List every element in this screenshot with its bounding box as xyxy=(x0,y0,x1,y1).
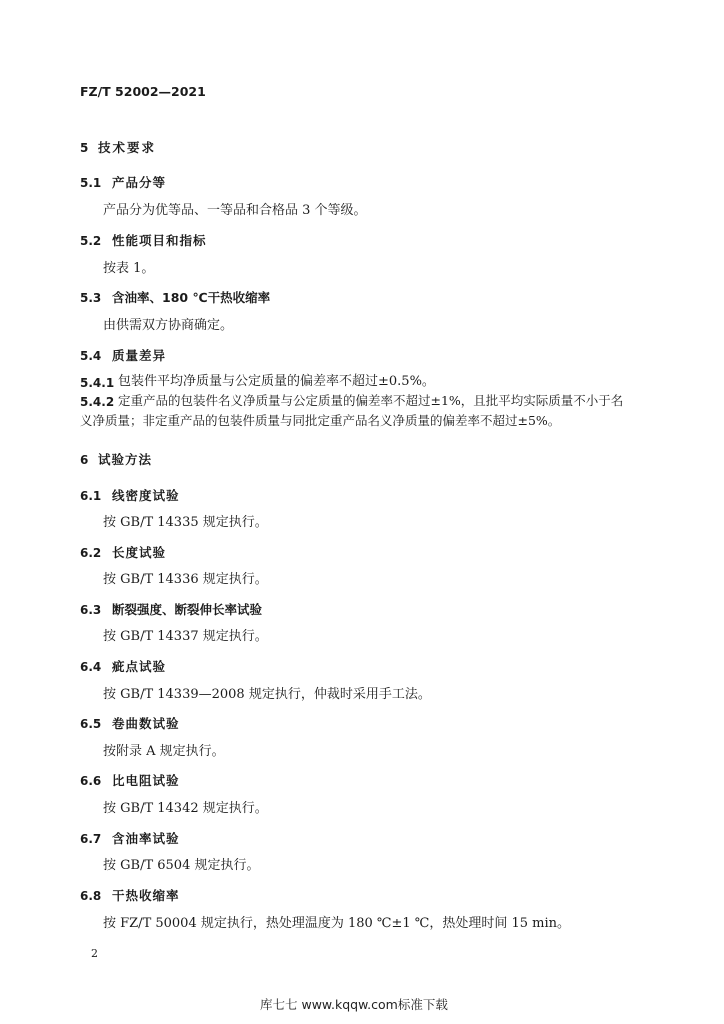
section-title: 性能项目和指标 xyxy=(112,233,207,248)
section-body: 按 GB/T 6504 规定执行。 xyxy=(103,858,260,873)
section-title: 疵点试验 xyxy=(112,659,167,674)
section-number: 5 xyxy=(80,141,89,155)
section-body: 按 FZ/T 50004 规定执行，热处理温度为 180 ℃±1 ℃，热处理时间 15 min。 xyxy=(103,916,570,931)
section-body: 按 GB/T 14336 规定执行。 xyxy=(103,572,268,587)
section-body-line: 义净质量；非定重产品的包装件质量与同批定重产品名义净质量的偏差率不超过±5%。 xyxy=(80,413,561,428)
page-number: 2 xyxy=(91,947,98,960)
section-number: 5.3 xyxy=(80,291,102,305)
section-number: 5.4.1 xyxy=(80,376,115,390)
section-number: 6.1 xyxy=(80,489,102,503)
section-title: 比电阻试验 xyxy=(112,773,180,788)
section-body: 按 GB/T 14335 规定执行。 xyxy=(103,515,268,530)
section-title: 含油率试验 xyxy=(112,831,180,846)
section-body: 按 GB/T 14342 规定执行。 xyxy=(103,801,268,816)
section-number: 6.2 xyxy=(80,546,102,560)
section-number: 5.4 xyxy=(80,349,102,363)
section-number: 6.6 xyxy=(80,774,102,788)
section-title: 断裂强度、断裂伸长率试验 xyxy=(112,602,263,617)
section-body: 按 GB/T 14339—2008 规定执行，仲裁时采用手工法。 xyxy=(103,687,431,702)
section-body-line: 定重产品的包装件名义净质量与公定质量的偏差率不超过±1%，且批平均实际质量不小于名 xyxy=(118,393,624,408)
section-title: 含油率、180 ℃干热收缩率 xyxy=(112,290,271,305)
section-body: 由供需双方协商确定。 xyxy=(103,318,234,333)
section-number: 6.5 xyxy=(80,717,102,731)
section-title: 质量差异 xyxy=(112,348,167,363)
section-title: 线密度试验 xyxy=(112,488,180,503)
section-body: 产品分为优等品、一等品和合格品 3 个等级。 xyxy=(103,203,367,218)
section-number: 6 xyxy=(80,453,89,467)
section-number: 5.4.2 xyxy=(80,395,115,409)
section-number: 5.1 xyxy=(80,176,102,190)
footer-watermark: 库七七 www.kqqw.com标准下载 xyxy=(260,997,448,1012)
section-title: 技术要求 xyxy=(98,140,157,155)
section-number: 6.7 xyxy=(80,832,102,846)
section-number: 5.2 xyxy=(80,234,102,248)
section-title: 干热收缩率 xyxy=(112,888,180,903)
section-body: 按表 1。 xyxy=(103,261,155,276)
section-number: 6.3 xyxy=(80,603,102,617)
section-number: 6.4 xyxy=(80,660,102,674)
section-body: 包装件平均净质量与公定质量的偏差率不超过±0.5%。 xyxy=(118,374,435,389)
section-body: 按附录 A 规定执行。 xyxy=(103,744,225,759)
section-title: 长度试验 xyxy=(112,545,167,560)
section-title: 试验方法 xyxy=(98,452,153,467)
section-number: 6.8 xyxy=(80,889,102,903)
section-title: 卷曲数试验 xyxy=(112,716,180,731)
section-title: 产品分等 xyxy=(112,175,167,190)
section-body: 按 GB/T 14337 规定执行。 xyxy=(103,629,268,644)
document-code: FZ/T 52002—2021 xyxy=(80,84,206,99)
